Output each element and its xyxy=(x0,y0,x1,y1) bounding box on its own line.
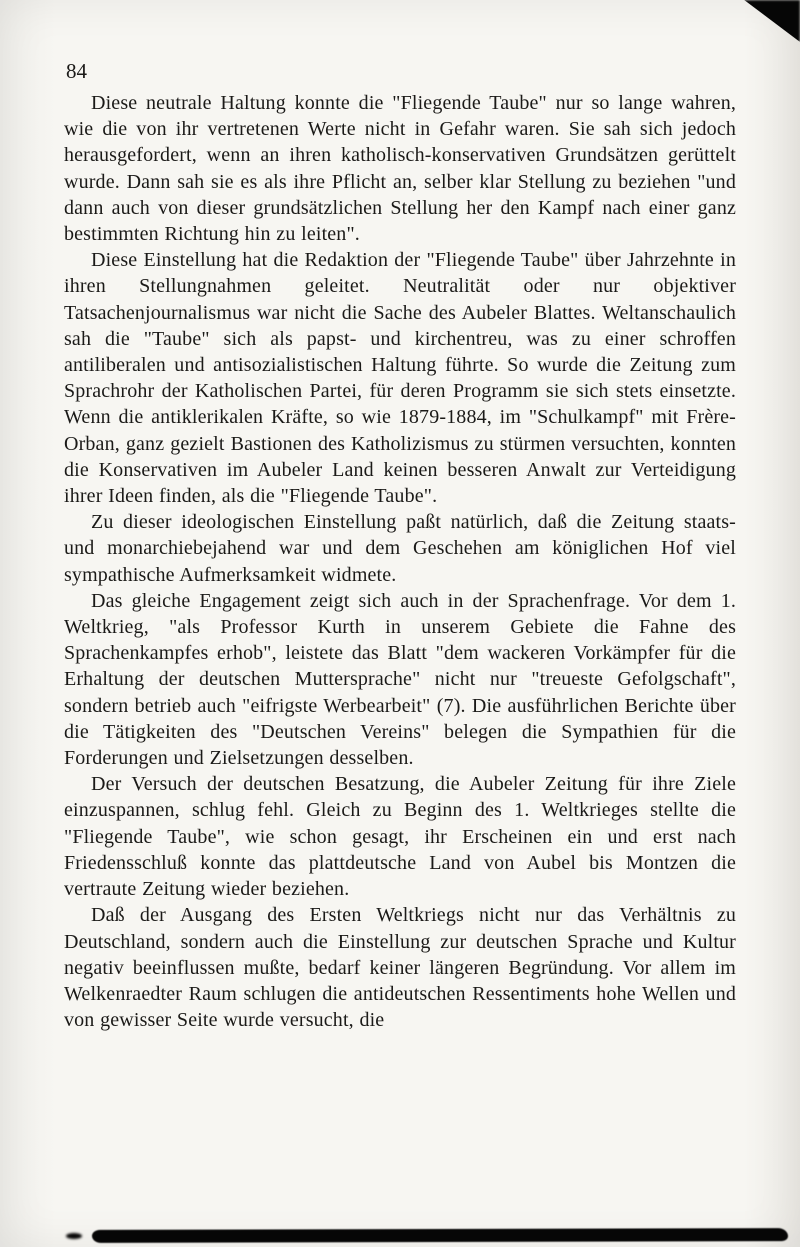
scan-artifact-top-right-corner xyxy=(738,0,800,42)
scan-artifact-bottom-edge xyxy=(92,1228,788,1243)
paragraph: Diese neutrale Haltung konnte die "Fliegende Taube" nur so lange wahren, wie die von ihr vertretenen Werte nicht in Gefahr waren. Sie sah sich jedoch herausgefordert, wenn an ihren katholisch-konservativen Grundsätzen gerüttelt wurde. Dann sah sie es als ihre Pflicht an, selber klar Stellung zu beziehen "und dann auch von dieser grundsätzlichen Stellung her den Kampf nach einer ganz bestimmten Richtung hin zu leiten". xyxy=(64,92,736,246)
paragraph: Daß der Ausgang des Ersten Weltkriegs nicht nur das Verhältnis zu Deutschland, sondern auch die Einstellung zur deutschen Sprache und Kultur negativ beeinflussen mußte, bedarf keiner längeren Begründung. Vor allem im Welkenraedter Raum schlugen die antideutschen Ressentiments hohe Wellen und von gewisser Seite wurde versucht, die xyxy=(64,904,736,1032)
page-content xyxy=(64,56,736,1033)
paragraph: Diese Einstellung hat die Redaktion der "Fliegende Taube" über Jahrzehnte in ihren Stellungnahmen geleitet. Neutralität oder nur objektiver Tatsachenjournalismus war nicht die Sache des Aubeler Blattes. Weltanschaulich sah die "Taube" sich als papst- und kirchentreu, was zu einer schroffen antiliberalen und antisozialistischen Haltung führte. So wurde die Zeitung zum Sprachrohr der Katholischen Partei, für deren Programm sie sich stets einsetzte. Wenn die antiklerikalen Kräfte, so wie 1879-1884, im "Schulkampf" mit Frère-Orban, ganz gezielt Bastionen des Katholizismus zu stürmen versuchten, konnten die Konservativen im Aubeler Land keinen besseren Anwalt zur Verteidigung ihrer Ideen finden, als die "Fliegende Taube". xyxy=(64,249,736,508)
paragraph: Der Versuch der deutschen Besatzung, die Aubeler Zeitung für ihre Ziele einzuspannen, schlug fehl. Gleich zu Beginn des 1. Weltkrieges stellte die "Fliegende Taube", wie schon gesagt, ihr Erscheinen ein und erst nach Friedensschluß konnte das plattdeutsche Land von Aubel bis Montzen die vertraute Zeitung wieder beziehen. xyxy=(64,773,736,901)
paragraph: Das gleiche Engagement zeigt sich auch in der Sprachenfrage. Vor dem 1. Weltkrieg, "als Professor Kurth in unserem Gebiete die Fahne des Sprachenkampfes erhob", leistete das Blatt "dem wackeren Vorkämpfer für die Erhaltung der deutschen Muttersprache" nicht nur "treueste Gefolgschaft", sondern betrieb auch "eifrigste Werbearbeit" (7). Die ausführlichen Berichte über die Tätigkeiten des "Deutschen Vereins" belegen die Sympathien für die Forderungen und Zielsetzungen desselben. xyxy=(64,589,736,770)
scan-artifact-bottom-speck xyxy=(66,1233,82,1239)
paragraph: Zu dieser ideologischen Einstellung paßt natürlich, daß die Zeitung staats- und monarchiebejahend war und dem Geschehen am königlichen Hof viel sympathische Aufmerksamkeit widmete. xyxy=(64,511,736,586)
page-number: 84 xyxy=(66,59,87,83)
